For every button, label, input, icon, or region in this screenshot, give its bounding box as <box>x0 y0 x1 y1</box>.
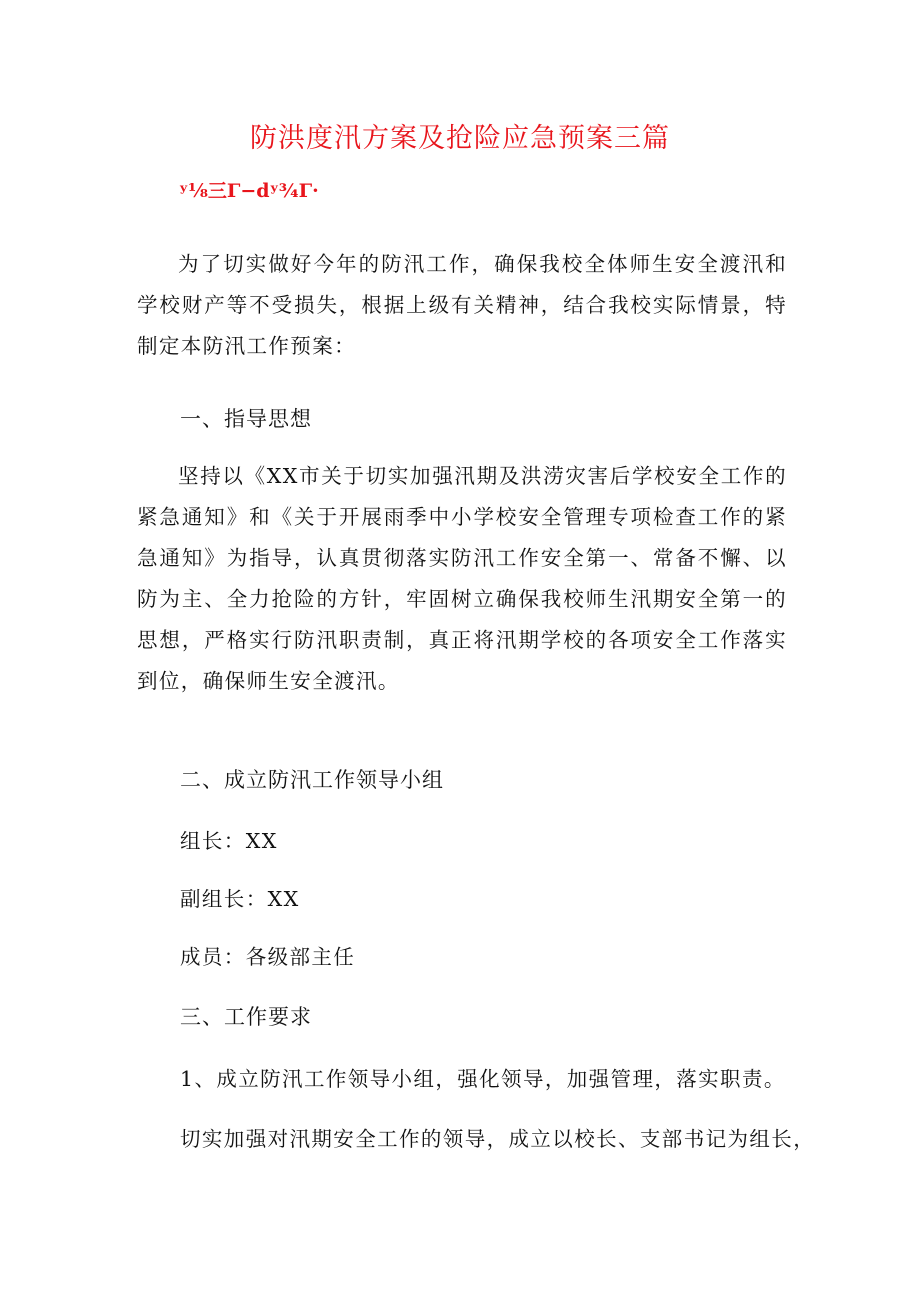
member-group-leader: 组长：XX <box>180 829 278 853</box>
document-subtitle: ʸ⅛三Γ−dʸ¾Γ· <box>179 180 319 202</box>
member-members: 成员：各级部主任 <box>180 945 356 969</box>
section-heading-leadership-group: 二、成立防汛工作领导小组 <box>180 768 444 792</box>
member-deputy-leader: 副组长：XX <box>180 887 300 911</box>
section-heading-guiding-ideology: 一、指导思想 <box>180 407 312 431</box>
work-requirement-paragraph: 切实加强对汛期安全工作的领导，成立以校长、支部书记为组长， <box>180 1127 816 1151</box>
guiding-ideology-paragraph: 坚持以《XX市关于切实加强汛期及洪涝灾害后学校安全工作的紧急通知》和《关于开展雨季中小学校安全管理专项检查工作的紧急通知》为指导，认真贯彻落实防汛工作安全第一、常备不懈、以防为主、全力抢险的方针，牢固树立确保我校师生汛期安全第一的思想，严格实行防汛职责制，真正将汛期学校的各项安全工作落实到位，确保师生安全渡汛。 <box>137 464 787 693</box>
document-title: 防洪度汛方案及抢险应急预案三篇 <box>250 123 670 154</box>
section-heading-work-requirements: 三、工作要求 <box>180 1005 312 1029</box>
intro-paragraph: 为了切实做好今年的防汛工作，确保我校全体师生安全渡汛和学校财产等不受损失，根据上级有关精神，结合我校实际情景，特制定本防汛工作预案： <box>137 252 787 358</box>
work-requirement-item-1: 1、成立防汛工作领导小组，强化领导，加强管理，落实职责。 <box>180 1067 786 1091</box>
